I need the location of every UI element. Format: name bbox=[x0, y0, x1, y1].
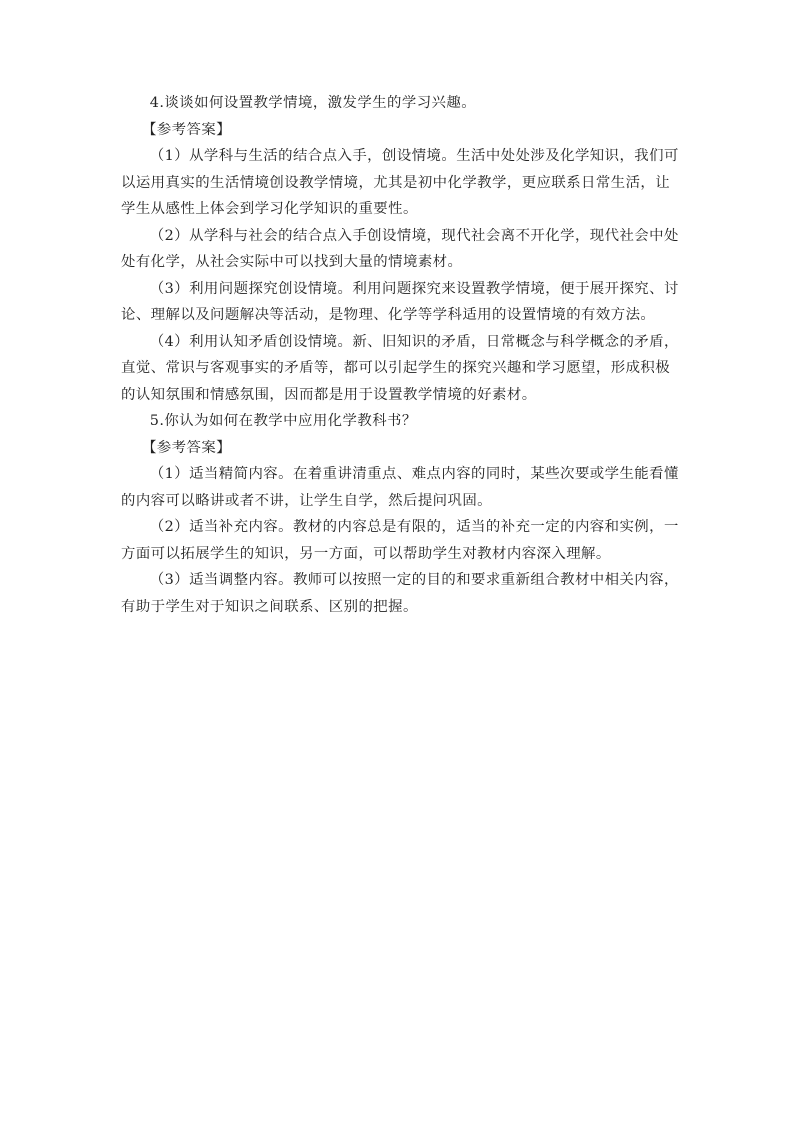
answer-4-4: （4）利用认知矛盾创设情境。新、旧知识的矛盾，日常概念与科学概念的矛盾，直觉、常识与客观事实的矛盾等，都可以引起学生的探究兴趣和学习愿望，形成积极的认知氛围和情感氛围，因而都是用于设置教学情境的好素材。 bbox=[121, 333, 679, 403]
answer-4-1: （1）从学科与生活的结合点入手，创设情境。生活中处处涉及化学知识，我们可以运用真实的生活情境创设教学情境，尤其是初中化学教学，更应联系日常生活，让学生从感性上体会到学习化学知识的重要性。 bbox=[121, 148, 679, 217]
question-5: 5.你认为如何在教学中应用化学教科书？ bbox=[149, 413, 417, 429]
answer-4-2: （2）从学科与社会的结合点入手创设情境，现代社会离不开化学，现代社会中处处有化学，从社会实际中可以找到大量的情境素材。 bbox=[121, 227, 679, 270]
answer-5-3: （3）适当调整内容。教师可以按照一定的目的和要求重新组合教材中相关内容，有助于学生对于知识之间联系、区别的把握。 bbox=[121, 572, 679, 615]
answer-5-2: （2）适当补充内容。教材的内容总是有限的，适当的补充一定的内容和实例，一方面可以拓展学生的知识，另一方面，可以帮助学生对教材内容深入理解。 bbox=[121, 519, 679, 562]
question-4: 4.谈谈如何设置教学情境，激发学生的学习兴趣。 bbox=[149, 95, 477, 111]
document-body bbox=[121, 90, 681, 620]
answer-label-4: 【参考答案】 bbox=[142, 121, 232, 138]
answer-5-1: （1）适当精简内容。在着重讲清重点、难点内容的同时，某些次要或学生能看懂的内容可以略讲或者不讲，让学生自学，然后提问巩固。 bbox=[121, 466, 679, 509]
answer-4-3: （3）利用问题探究创设情境。利用问题探究来设置教学情境，便于展开探究、讨论、理解以及问题解决等活动，是物理、化学等学科适用的设置情境的有效方法。 bbox=[121, 280, 679, 323]
answer-label-5: 【参考答案】 bbox=[142, 439, 232, 456]
